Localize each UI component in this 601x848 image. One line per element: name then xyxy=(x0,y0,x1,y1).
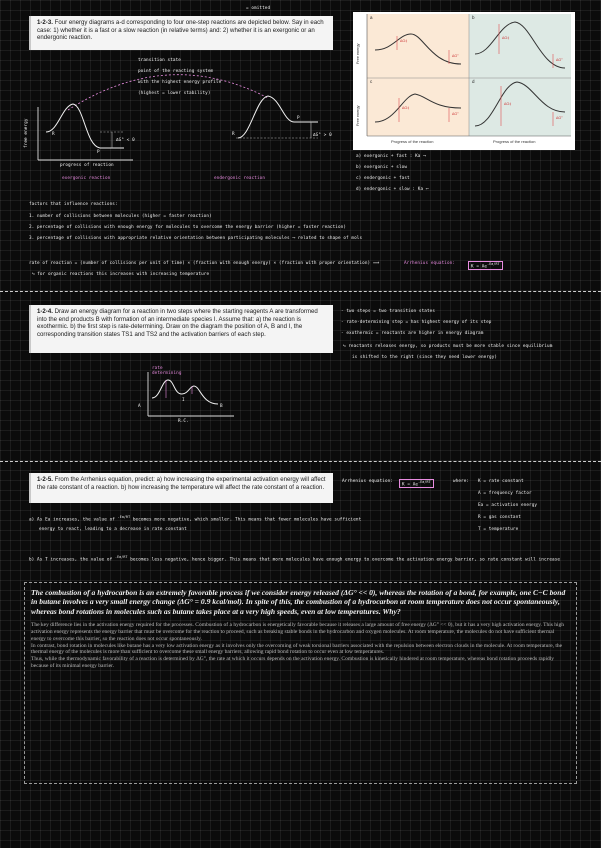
def-ea: Ea = activation energy xyxy=(478,503,538,508)
answer-a: a) exergonic + fast : Ka ⟶ xyxy=(356,154,426,159)
panel-c-label: c xyxy=(370,79,373,84)
arrhenius-eq-2 xyxy=(399,479,434,488)
dg-b: ΔG° xyxy=(556,58,563,62)
answer-b: b) exergonic + slow xyxy=(356,165,408,170)
arrhenius-eq-2-exp: -Ea/RT xyxy=(418,480,431,484)
combustion-answer-box xyxy=(24,582,577,784)
sketch1-y-label: free energy xyxy=(24,118,29,148)
answer-125-b-exp: -Ea/RT xyxy=(114,555,128,559)
factor-3: 3. percentage of collisions with appropriate relative orientation between participating molecules ⟶ related to shape of mols xyxy=(29,236,363,241)
answer-125-b-start: b) As T increases, the value of xyxy=(29,557,113,563)
question-number: 1-2-4. xyxy=(37,308,53,315)
where-label: where: xyxy=(453,479,470,484)
dgt-b: ΔG‡ xyxy=(502,36,510,40)
combustion-paragraph-2: In contrast, bond rotation in molecules like butane has a very low activation energy as it involves only the overcoming of weak torsional barriers associated with the repulsion between electron clouds in the molecule. At room temperature, the thermal energy of the molecules is more than sufficient to overcome these small energy barriers, allowing rapid bond rotation to occur even at low temperatures. xyxy=(31,642,563,656)
factor-1: 1. number of collisions between molecules (higher = faster reaction) xyxy=(29,214,212,219)
rate-determining-label: rate determining xyxy=(152,366,182,376)
question-text: Four energy diagrams a-d corresponding to four one-step reactions are depicted below. Say in each case: 1) whether it is a fast or a slow reaction (in relative terms) and: 2) whether it is an exergonic or an endergonic reaction. xyxy=(37,19,324,42)
answer-125-b xyxy=(29,551,577,566)
r-left: R xyxy=(52,132,55,137)
arrhenius-eq-1 xyxy=(468,261,503,270)
note-124-5: is shifted to the right (since they need lower energy) xyxy=(352,355,498,360)
note-124-3: - exothermic = reactants are higher in energy diagram xyxy=(341,331,484,336)
combustion-paragraph-1: The key difference lies in the activation energy required for the processes. Combustion of a hydrocarbon is energetically favorable because it releases a large amount of free energy (ΔG° << 0), but it has a very high activation energy. This high activation energy represents the energy barrier that must be overcome for the reaction to proceed, such as breaking stable bonds in the hydrocarbon and oxygen molecules. At room temperature, the molecules do not have sufficient thermal energy to overcome this barrier, so the reaction does not occur spontaneously. xyxy=(31,622,565,642)
caption-exergonic: exergonic reaction xyxy=(62,176,111,181)
section-divider-1 xyxy=(0,291,601,292)
answer-125-a-rest: becomes more negative, which smaller. This means that fewer molecules have sufficient xyxy=(132,517,362,523)
sketch2-b: B xyxy=(220,404,223,409)
ts-note-2: with the highest energy profile xyxy=(138,80,222,85)
answer-125-a-line2: energy to react, leading to a decrease in rate constant xyxy=(39,527,187,532)
question-1-2-5 xyxy=(29,473,333,503)
factors-note: ⤷ for organic reactions this increases with increasing temperature xyxy=(32,272,210,277)
figure-y-label-top: Free energy xyxy=(356,43,360,64)
note-124-2: - rate-determining step = has highest energy of its step xyxy=(341,320,492,325)
panel-a-label: a xyxy=(370,15,373,20)
top-note: = omitted xyxy=(246,6,271,11)
arrhenius-label-1: Arrhenius equation: xyxy=(404,261,456,266)
figure-x-label-right: Progress of the reaction xyxy=(493,139,536,144)
answer-125-b-rest: becomes less negative, hence bigger. This means that more molecules have enough energy to overcome the activation energy barrier, so rate constant xyxy=(130,557,523,563)
def-r: R = gas constant xyxy=(478,515,521,520)
dgt-d: ΔG‡ xyxy=(504,102,512,106)
answer-125-a-start: a) As Ea increases, the value of xyxy=(29,517,115,523)
factors-title: factors that influence reactions: xyxy=(29,202,118,207)
answer-125-a-line1 xyxy=(29,515,361,522)
dg-d: ΔG° xyxy=(556,116,563,120)
ts-note-3: (highest = lower stability) xyxy=(138,91,211,96)
two-step-energy-sketch xyxy=(140,368,240,428)
p-left: P xyxy=(97,150,100,155)
ts-label: transition state xyxy=(138,58,181,63)
def-t: T = temperature xyxy=(478,527,519,532)
section-divider-2 xyxy=(0,461,601,462)
figure-panels xyxy=(353,12,575,150)
note-124-4: ⤷ reactants releases energy, so products must be more stable since equilibrium xyxy=(343,344,553,349)
sketch2-a: A xyxy=(138,404,141,409)
answer-d: d) endergonic + slow : Ka ⟵ xyxy=(356,187,429,192)
dg-a: ΔG° xyxy=(452,54,459,58)
answer-125-a-exp: -Ea/RT xyxy=(117,515,131,519)
arrhenius-eq-2-base: K = Ae xyxy=(402,482,419,488)
ts-note-1: point of the reacting system xyxy=(138,69,214,74)
dgt-a: ΔG‡ xyxy=(400,39,408,43)
factor-2: 2. percentage of collisions with enough energy for molecules to overcome the energy barrier (higher = faster reaction) xyxy=(29,225,347,230)
question-number: 1-2-3. xyxy=(37,19,53,26)
sketch1-x-label: progress of reaction xyxy=(60,163,114,168)
question-1-2-4 xyxy=(29,305,333,353)
combustion-question: The combustion of a hydrocarbon is an extremely favorable process if we consider energy released (ΔG° << 0), whereas the rotation of a bond, for example, one C−C bond in butane involves a very small energy change (ΔG° = 0.9 kcal/mol). In spite of this, the combustion of a hydrocarbon at room temperature does not occur spontaneously, whereas bond rotations in molecules such as butane takes place at a very high speeds, even at low temperatures. Why? xyxy=(31,588,566,616)
answer-c: c) endergonic + fast xyxy=(356,176,410,181)
r-right: R xyxy=(232,132,235,137)
def-k: K = rate constant xyxy=(478,479,524,484)
panel-d-label: d xyxy=(472,79,475,84)
sketch2-i: I xyxy=(182,398,185,403)
rate-line: rate of reaction = (number of collisions per unit of time) × (fraction with enough energy) × (fraction with proper orientation) ⟹ xyxy=(29,261,380,266)
answer-125-b-end: will increase xyxy=(525,557,561,563)
question-text: Draw an energy diagram for a reaction in two steps where the starting reagents A are transformed into the end products B with formation of an intermediate species I. Assume that: a) the reaction is exothermic. b) the first step is rate-determining. Draw on the diagram the position of A, B and I, the corresponding transition states TS1 and TS2 and the activation barriers of each step. xyxy=(37,308,318,338)
question-1-2-3 xyxy=(29,16,333,50)
energy-diagram-figure xyxy=(353,12,575,150)
note-124-1: - two steps = two transition states xyxy=(341,309,436,314)
dg-c: ΔG° xyxy=(452,112,459,116)
arrhenius-eq-1-base: K = Ae xyxy=(471,264,488,270)
def-a: A = frequency factor xyxy=(478,491,532,496)
sketch2-x-label: R.C. xyxy=(178,419,189,424)
figure-y-label-bottom: Free energy xyxy=(356,105,360,126)
caption-endergonic: endergonic reaction xyxy=(214,176,266,181)
dg-left: ΔG° < 0 xyxy=(116,138,135,143)
figure-x-label-left: Progress of the reaction xyxy=(391,139,434,144)
dg-right: ΔG° > 0 xyxy=(313,133,332,138)
arrhenius-eq-1-exp: -Ea/RT xyxy=(487,262,500,266)
p-right: P xyxy=(297,116,300,121)
question-text: From the Arrhenius equation, predict: a) how increasing the experimental activation energy will affect the rate constant of a reaction. b) how increasing the temperature will affect the rate constant of a reaction. xyxy=(37,476,326,491)
question-number: 1-2-5. xyxy=(37,476,53,483)
panel-b-label: b xyxy=(472,15,475,20)
arrhenius-label-2: Arrhenius equation: xyxy=(342,479,394,484)
dgt-c: ΔG‡ xyxy=(402,106,410,110)
combustion-paragraph-3: Thus, while the thermodynamic favorability of a reaction is determined by ΔG°, the rate at which it occurs depends on the activation energy. Combustion is kinetically hindered at room temperature, whereas bond rotation proceeds rapidly because of its minimal energy barrier. xyxy=(31,656,555,669)
